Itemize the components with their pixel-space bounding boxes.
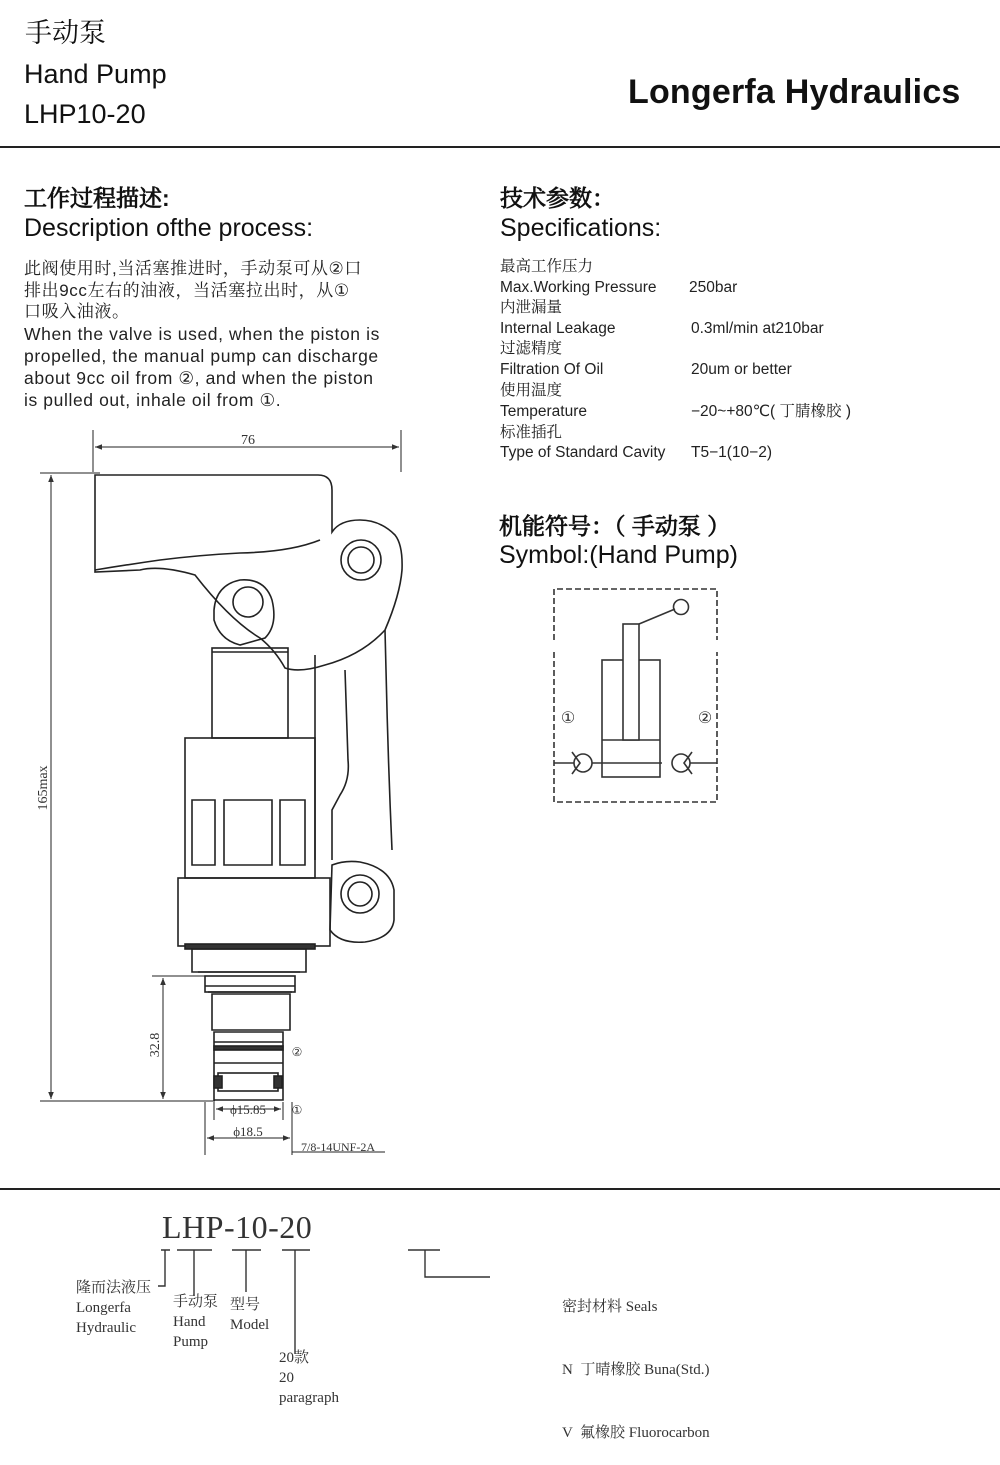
type-label <box>173 1292 218 1352</box>
maker-en-1: Longerfa <box>76 1300 131 1316</box>
title-en: Hand Pump <box>24 59 167 89</box>
spec-label-en: Internal Leakage <box>500 319 616 337</box>
description-line: about 9cc oil from ②, and when the piston <box>24 367 374 388</box>
title-cn: 手动泵 <box>25 18 106 48</box>
dim-height-label: 165max <box>36 765 51 811</box>
description-heading-en: Description ofthe process: <box>24 214 314 242</box>
type-en-2: Pump <box>173 1334 209 1350</box>
paragraph-num: 20 <box>279 1370 294 1386</box>
thread-spec-label: 7/8-14UNF-2A <box>301 1140 375 1154</box>
spec-item <box>500 298 970 339</box>
spec-label-cn: 内泄漏量 <box>500 299 563 317</box>
model-en: Model <box>230 1317 270 1333</box>
seals-title: 密封材料 Seals <box>562 1299 658 1315</box>
description-line: 排出9cc左右的油液，当活塞拉出时，从① <box>24 280 350 300</box>
description-line: When the valve is used, when the piston is <box>24 323 380 344</box>
description-line: 此阀使用时,当活塞推进时，手动泵可从②口 <box>24 259 362 278</box>
brand-name: Longerfa Hydraulics <box>628 73 961 111</box>
description-text-cn <box>24 258 464 323</box>
ordering-code: LHP-10-20 <box>162 1209 313 1245</box>
spec-label-en: Max.Working Pressure <box>500 278 657 296</box>
maker-cn: 隆而法液压 <box>76 1280 152 1296</box>
specifications-heading-en: Specifications: <box>500 214 662 242</box>
seal-option-n: N 丁晴橡胶 Buna(Std.) <box>562 1362 710 1378</box>
description-text-en <box>24 323 464 411</box>
type-cn: 手动泵 <box>173 1294 219 1310</box>
specifications-section <box>500 184 970 464</box>
seal-option-v: V 氟橡胶 Fluorocarbon <box>562 1425 710 1441</box>
dim-d2-label: ϕ18.5 <box>233 1124 263 1139</box>
seals-label <box>562 1255 710 1465</box>
spec-item <box>500 423 970 464</box>
type-en-1: Hand <box>173 1314 206 1330</box>
spec-label-en: Filtration Of Oil <box>500 360 604 378</box>
spec-value: 0.3ml/min at210bar <box>691 319 824 337</box>
spec-item <box>500 381 970 423</box>
specifications-heading-cn: 技术参数： <box>500 185 615 211</box>
spec-label-cn: 使用温度 <box>500 381 563 399</box>
hydraulic-symbol <box>540 580 740 810</box>
model-label <box>230 1295 269 1335</box>
symbol-port-2: ② <box>697 710 713 727</box>
spec-value: 20um or better <box>691 360 792 378</box>
spec-item <box>500 339 970 380</box>
drawing-port-2: ② <box>291 1045 303 1059</box>
description-line: propelled, the manual pump can discharge <box>24 345 379 366</box>
description-heading-cn: 工作过程描述: <box>24 185 170 211</box>
dim-width-label: 76 <box>241 433 255 448</box>
model-number: LHP10-20 <box>24 99 146 129</box>
symbol-heading-cn: 机能符号：（ 手动泵 ） <box>499 513 731 539</box>
description-section <box>24 184 464 411</box>
symbol-port-1: ① <box>560 710 576 727</box>
maker-label <box>76 1278 151 1338</box>
maker-en-2: Hydraulic <box>76 1320 136 1336</box>
spec-label-cn: 最高工作压力 <box>500 258 594 275</box>
paragraph-en: paragraph <box>279 1390 339 1406</box>
spec-list <box>500 257 970 464</box>
symbol-heading-en: Symbol:(Hand Pump) <box>499 541 738 569</box>
description-line: 口吸入油液。 <box>24 302 130 321</box>
spec-label-cn: 标准插孔 <box>500 423 563 441</box>
paragraph-label <box>279 1348 339 1408</box>
spec-value: −20~+80℃( 丁腈橡胶 ) <box>691 403 851 421</box>
dimension-drawing <box>0 420 470 1170</box>
spec-value: T5−1(10−2) <box>691 444 772 462</box>
dim-d1-label: ϕ15.85 <box>229 1102 267 1117</box>
spec-label-en: Type of Standard Cavity <box>500 444 666 462</box>
header-divider <box>0 146 1000 148</box>
footer-divider <box>0 1188 1000 1190</box>
spec-label-cn: 过滤精度 <box>500 340 563 358</box>
description-line: is pulled out, inhale oil from ①. <box>24 389 282 410</box>
spec-label-en: Temperature <box>500 403 588 421</box>
dim-cartridge-label: 32.8 <box>148 1032 163 1058</box>
paragraph-cn: 20款 <box>279 1350 310 1366</box>
model-cn: 型号 <box>230 1297 261 1313</box>
drawing-port-1: ① <box>291 1103 303 1117</box>
spec-value: 250bar <box>689 278 738 296</box>
spec-item <box>500 257 970 298</box>
